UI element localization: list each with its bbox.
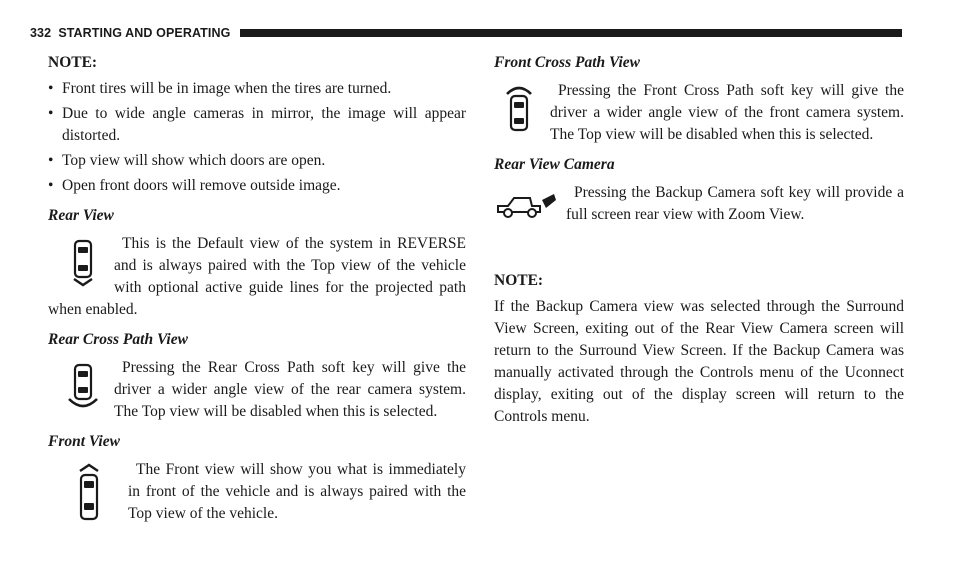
bullet-item: • Due to wide angle cameras in mirror, the image will appear distorted.: [48, 105, 466, 144]
right-column: [494, 52, 904, 428]
rear-cross-section: [48, 357, 466, 423]
bullet-item: • Top view will show which doors are open.: [48, 152, 326, 169]
rear-cross-path-heading: Rear Cross Path View: [48, 331, 188, 348]
note-text: If the Backup Camera view was selected through the Surround View Screen, exiting out of the Rear View Camera screen will return to the Surround View Screen. If the Backup Camera was manually activated through the Controls menu of the Uconnect display, exiting out of the display screen will return to the Controls menu.: [494, 298, 904, 425]
page-header: [30, 24, 902, 42]
rear-cross-path-car-icon: [48, 357, 114, 423]
rear-camera-section: [494, 182, 904, 226]
bullet-item: • Open front doors will remove outside image.: [48, 177, 341, 194]
front-view-text: The Front view will show you what is immediately in front of the vehicle and is always paired with the Top view of the vehicle.: [128, 461, 466, 522]
front-cross-path-car-icon: [494, 80, 550, 146]
rear-view-car-icon: [48, 233, 114, 299]
rear-view-text: This is the Default view of the system in REVERSE and is always paired with the Top view of the vehicle with optional active guide lines for the projected path when enabled.: [48, 235, 466, 318]
rear-view-camera-heading: Rear View Camera: [494, 156, 615, 173]
note-label-right: NOTE:: [494, 272, 544, 289]
header-rule: [240, 29, 902, 37]
header-text: 332 STARTING AND OPERATING: [30, 26, 231, 40]
front-cross-section: [494, 80, 904, 146]
left-column: [48, 52, 466, 529]
front-cross-path-heading: Front Cross Path View: [494, 54, 641, 71]
front-view-section: [48, 459, 466, 525]
front-cross-path-text: Pressing the Front Cross Path soft key will give the driver a wider angle view of the front camera system. The Top view will be disabled when this is selected.: [550, 82, 904, 143]
bullet-item: • Front tires will be in image when the tires are turned.: [48, 80, 392, 97]
rear-view-camera-text: Pressing the Backup Camera soft key will provide a full screen rear view with Zoom View.: [566, 184, 904, 223]
backup-camera-truck-icon: [494, 182, 566, 242]
rear-cross-path-text: Pressing the Rear Cross Path soft key will give the driver a wider angle view of the rear camera system. The Top view will be disabled when this is selected.: [114, 359, 466, 420]
note-label: NOTE:: [48, 54, 98, 71]
rear-view-heading: Rear View: [48, 207, 114, 224]
front-view-car-icon: [48, 459, 128, 529]
rear-view-section: [48, 233, 466, 321]
front-view-heading: Front View: [48, 433, 120, 450]
